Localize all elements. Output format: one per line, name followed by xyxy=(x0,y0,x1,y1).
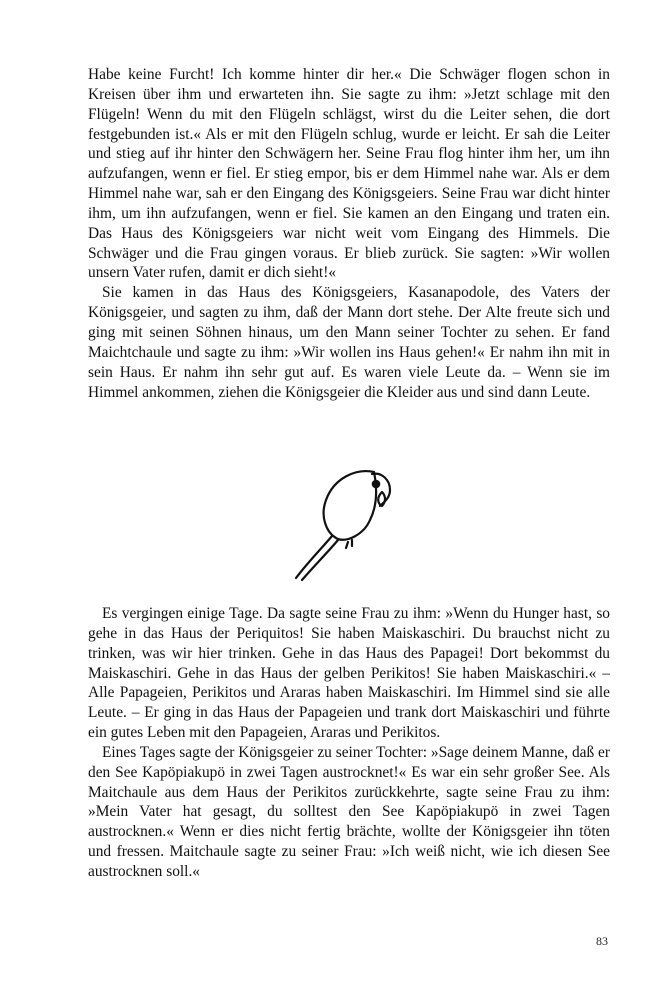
text-block-top xyxy=(88,65,610,402)
paragraph: Habe keine Furcht! Ich komme hinter dir her.« Die Schwäger flogen schon in Kreisen über ihm und erwarteten ihn. Sie sagte zu ihm: »Jetzt schlage mit den Flügeln! Wenn du mit den Flügeln schlägst, wirst du die Leiter sehen, die dort festgebunden ist.« Als er mit den Flügeln schlug, wurde er leicht. Er sah die Leiter und stieg auf ihr hinter den Schwägern her. Seine Frau flog hinter ihm her, um ihn aufzufangen, wenn er fiel. Er stieg empor, bis er dem Himmel nahe war. Als er dem Himmel nahe war, sah er den Eingang des Königsgeiers. Seine Frau war dicht hinter ihm, um ihn aufzufangen, wenn er fiel. Sie kamen an den Eingang und traten ein. Das Haus des Königsgeiers war nicht weit vom Eingang des Himmels. Die Schwäger und die Frau gingen voraus. Er blieb zurück. Sie sagten: »Wir wollen unsern Vater rufen, damit er dich sieht!« xyxy=(88,66,610,282)
text-block-bottom xyxy=(88,604,610,882)
page-number: 83 xyxy=(596,934,608,948)
paragraph: Es vergingen einige Tage. Da sagte seine Frau zu ihm: »Wenn du Hunger hast, so gehe in das Haus der Periquitos! Sie haben Maiskaschiri. Du brauchst nicht zu trinken, was wir hier trinken. Gehe in das Haus des Papagei! Dort bekommst du Maiskaschiri. Gehe in das Haus der gelben Perikitos! Sie haben Maiskaschiri.« – Alle Papageien, Perikitos und Araras haben Maiskaschiri. Im Himmel sind sie alle Leute. – Er ging in das Haus der Papageien und trank dort Maiskaschiri und führte ein gutes Leben mit den Papageien, Araras und Perikitos. xyxy=(88,605,610,742)
paragraph: Eines Tages sagte der Königsgeier zu seiner Tochter: »Sage deinem Manne, daß er den See Kapöpiakupö in zwei Tagen austrocknet!« Es war ein sehr großer See. Als Maitchaule aus dem Haus der Perikitos zurückkehrte, sagte seine Frau zu ihm: »Mein Vater hat gesagt, du solltest den See Kapöpiakupö in zwei Tagen austrocknen.« Wenn er dies nicht fertig brächte, wollte der Königsgeier ihn töten und fressen. Maitchaule sagte zu seiner Frau: »Ich weiß nicht, wie ich diesen See austrocknen soll.« xyxy=(88,743,610,880)
parrot-drawing-icon xyxy=(286,462,406,582)
paragraph: Sie kamen in das Haus des Königsgeiers, Kasanapodole, des Vaters der Königsgeier, und sagten zu ihm, daß der Mann dort stehe. Der Alte freute sich und ging mit seinen Söhnen hinaus, um den Mann seiner Tochter zu sehen. Er fand Maichtchaule und sagte zu ihm: »Wir wollen ins Haus gehen!« Er nahm ihn mit in sein Haus. Er nahm ihn sehr gut auf. Es waren viele Leute da. – Wenn sie im Himmel ankommen, ziehen die Königsgeier die Kleider aus und sind dann Leute. xyxy=(88,284,610,401)
